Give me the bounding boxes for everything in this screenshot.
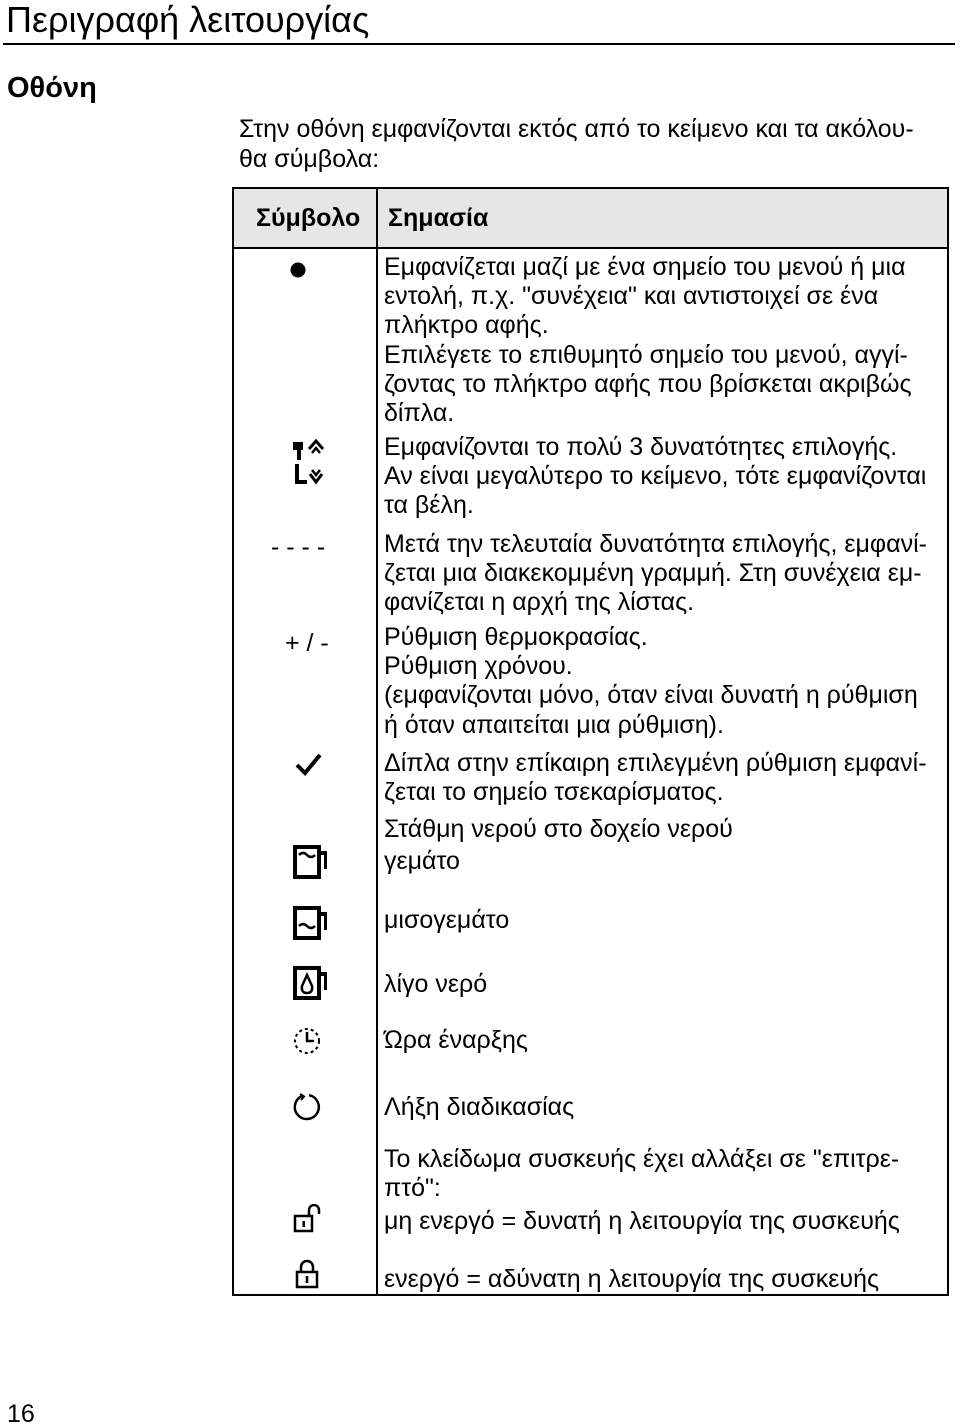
row-text-line: γεμάτο [384, 847, 460, 875]
row-text-line: Εμφανίζεται μαζί με ένα σημείο του μενού ή μια [384, 253, 906, 281]
row-text-line: (εμφανίζονται μόνο, όταν είναι δυνατή η ρύθμιση [384, 681, 918, 710]
header-meaning: Σημασία [388, 204, 489, 232]
water-tank-low-icon [290, 964, 328, 1004]
row-text-line: Εμφανίζονται το πολύ 3 δυνατότητες επιλογής. [384, 433, 898, 461]
row-text-line: Λήξη διαδικασίας [384, 1093, 575, 1121]
section-title: Οθόνη [7, 72, 97, 104]
row-text-line: Δίπλα στην επίκαιρη επιλεγμένη ρύθμιση εμφανί- [384, 749, 927, 777]
title-underline [3, 43, 955, 45]
row-text-line: ενεργό = αδύνατη η λειτουργία της συσκευής [384, 1265, 880, 1293]
row-text-line: Αν είναι μεγαλύτερο το κείμενο, τότε εμφανίζονται [384, 462, 927, 491]
row-text-line: μισογεμάτο [384, 906, 510, 934]
row-text-line: μη ενεργό = δυνατή η λειτουργία της συσκευής [384, 1207, 900, 1235]
table-row [384, 433, 944, 521]
row-text-line: τα βέλη. [384, 491, 474, 520]
locked-padlock-icon [294, 1258, 320, 1290]
row-text-line: ζεται μια διακεκομμένη γραμμή. Στη συνέχεια εμ- [384, 559, 922, 588]
row-text-line: Μετά την τελευταία δυνατότητα επιλογής, εμφανί- [384, 530, 927, 558]
row-text-line: εντολή, π.χ. "συνέχεια" και αντιστοιχεί σε ένα [384, 282, 879, 311]
row-text-line: ζεται το σημείο τσεκαρίσματος. [384, 778, 724, 807]
end-time-clock-icon [290, 1090, 324, 1124]
row-text-line: φανίζεται η αρχή της λίστας. [384, 588, 695, 617]
table-row [384, 1207, 944, 1236]
table-row [384, 530, 944, 618]
row-text-line: ή όταν απαιτείται μια ρύθμιση). [384, 710, 724, 739]
table-row [384, 1026, 944, 1055]
table-row [384, 253, 944, 428]
row-text-line: λίγο νερό [384, 970, 488, 998]
bullet-dot-icon [288, 260, 308, 280]
page-number: 16 [7, 1400, 35, 1428]
start-time-clock-icon [290, 1024, 324, 1058]
row-text-line: πτό": [384, 1174, 441, 1203]
table-row [384, 815, 944, 844]
row-text-line: ζοντας το πλήκτρο αφής που βρίσκεται ακριβώς [384, 369, 912, 398]
intro-paragraph [239, 114, 939, 174]
plus-minus-symbol: + / - [285, 629, 329, 657]
dashed-line-symbol: - - - - [271, 533, 326, 561]
table-row [384, 847, 944, 876]
table-row [384, 1145, 944, 1203]
table-row [384, 623, 944, 740]
unlocked-padlock-icon [292, 1204, 324, 1234]
intro-line: θα σύμβολα: [239, 145, 380, 173]
row-text-line: πλήκτρο αφής. [384, 311, 549, 340]
row-text-line: Στάθμη νερού στο δοχείο νερού [384, 815, 733, 843]
row-text-line: Ρύθμιση θερμοκρασίας. [384, 623, 648, 651]
page-title: Περιγραφή λειτουργίας [6, 0, 370, 40]
header-symbol: Σύμβολο [256, 204, 361, 232]
table-row [384, 1093, 944, 1122]
column-divider [376, 189, 378, 1294]
row-text-line: Ρύθμιση χρόνου. [384, 652, 573, 681]
row-text-line: Το κλείδωμα συσκευής έχει αλλάξει σε "επιτρε- [384, 1145, 900, 1173]
checkmark-icon [294, 752, 324, 778]
water-tank-full-icon [290, 843, 328, 883]
row-text-line: δίπλα. [384, 399, 455, 428]
table-row [384, 970, 944, 999]
row-text-line: Ώρα έναρξης [384, 1026, 528, 1054]
scroll-arrows-icon [290, 436, 330, 490]
row-text-line: Επιλέγετε το επιθυμητό σημείο του μενού, αγγί- [384, 340, 908, 369]
table-row [384, 906, 944, 935]
table-row [384, 1265, 944, 1294]
table-row [384, 749, 944, 807]
water-tank-half-icon [290, 904, 328, 944]
table-header [234, 189, 947, 249]
intro-line: Στην οθόνη εμφανίζονται εκτός από το κείμενο και τα ακόλου- [239, 115, 914, 143]
